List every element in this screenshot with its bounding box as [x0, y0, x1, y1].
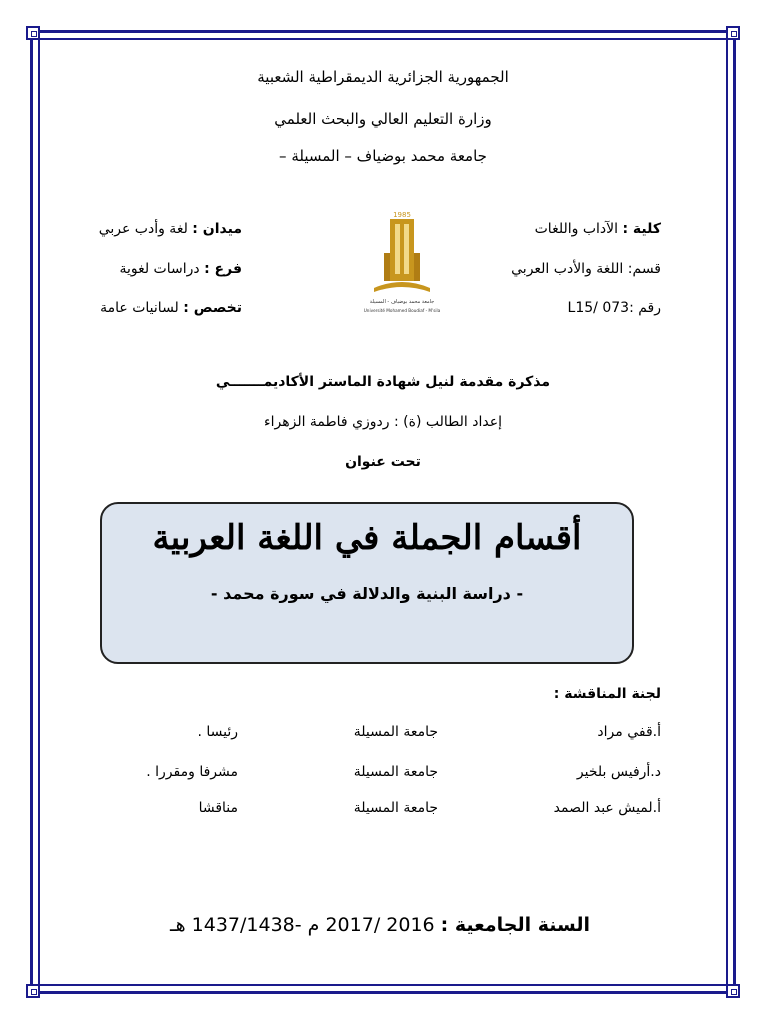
logo-caption-ar: جامعة محمد بوضياف - المسيلة	[369, 299, 435, 305]
field-domain: ميدان : لغة وأدب عربي	[98, 221, 242, 237]
corner-ornament	[726, 984, 740, 998]
committee-heading: لجنة المناقشة :	[553, 686, 661, 702]
committee-member-name: د.أرفيس بلخير	[576, 764, 661, 780]
field-specialty: تخصص : لسانيات عامة	[100, 300, 242, 316]
committee-member-university: جامعة المسيلة	[353, 724, 438, 740]
corner-ornament	[26, 984, 40, 998]
prepared-by-line: إعداد الطالب (ة) : ردوزي فاطمة الزهراء	[264, 414, 502, 430]
corner-ornament	[26, 26, 40, 40]
title-box	[100, 502, 634, 664]
committee-member-university: جامعة المسيلة	[353, 764, 438, 780]
academic-year-label: السنة الجامعية :	[440, 914, 590, 936]
committee-member-name: أ.لميش عبد الصمد	[553, 800, 661, 816]
committee-member-name: أ.قفي مراد	[597, 724, 661, 740]
academic-year	[150, 914, 590, 936]
academic-year-value: 2016 /2017 م -1437/1438 هـ	[170, 914, 441, 936]
university-logo	[352, 208, 452, 320]
corner-ornament	[726, 26, 740, 40]
thesis-subtitle: - دراسة البنية والدلالة في سورة محمد -	[210, 584, 524, 603]
thesis-title: أقسام الجملة في اللغة العربية	[152, 518, 582, 558]
under-title-line: تحت عنوان	[345, 454, 421, 470]
ministry-line: وزارة التعليم العالي والبحث العلمي	[274, 110, 492, 128]
department-field: قسم: اللغة والأدب العربي	[511, 261, 661, 277]
field-branch: فرع : دراسات لغوية	[119, 261, 242, 277]
faculty-field: كلية : الآداب واللغات	[534, 221, 661, 237]
university-line: جامعة محمد بوضياف – المسيلة –	[279, 147, 487, 165]
republic-line: الجمهورية الجزائرية الديمقراطية الشعبية	[257, 68, 509, 86]
logo-year: 1985	[393, 211, 411, 219]
memo-line: مذكرة مقدمة لنيل شهادة الماستر الأكاديمـــــــي	[215, 374, 551, 390]
logo-caption-fr: Université Mohamed Boudiaf - M'sila	[363, 308, 441, 313]
committee-member-role: رئيسا .	[197, 724, 238, 740]
number-field: رقم :L15/ 073	[567, 300, 661, 316]
committee-member-role: مشرفا ومقررا .	[146, 764, 238, 780]
committee-member-role: مناقشا	[198, 800, 238, 816]
committee-member-university: جامعة المسيلة	[353, 800, 438, 816]
